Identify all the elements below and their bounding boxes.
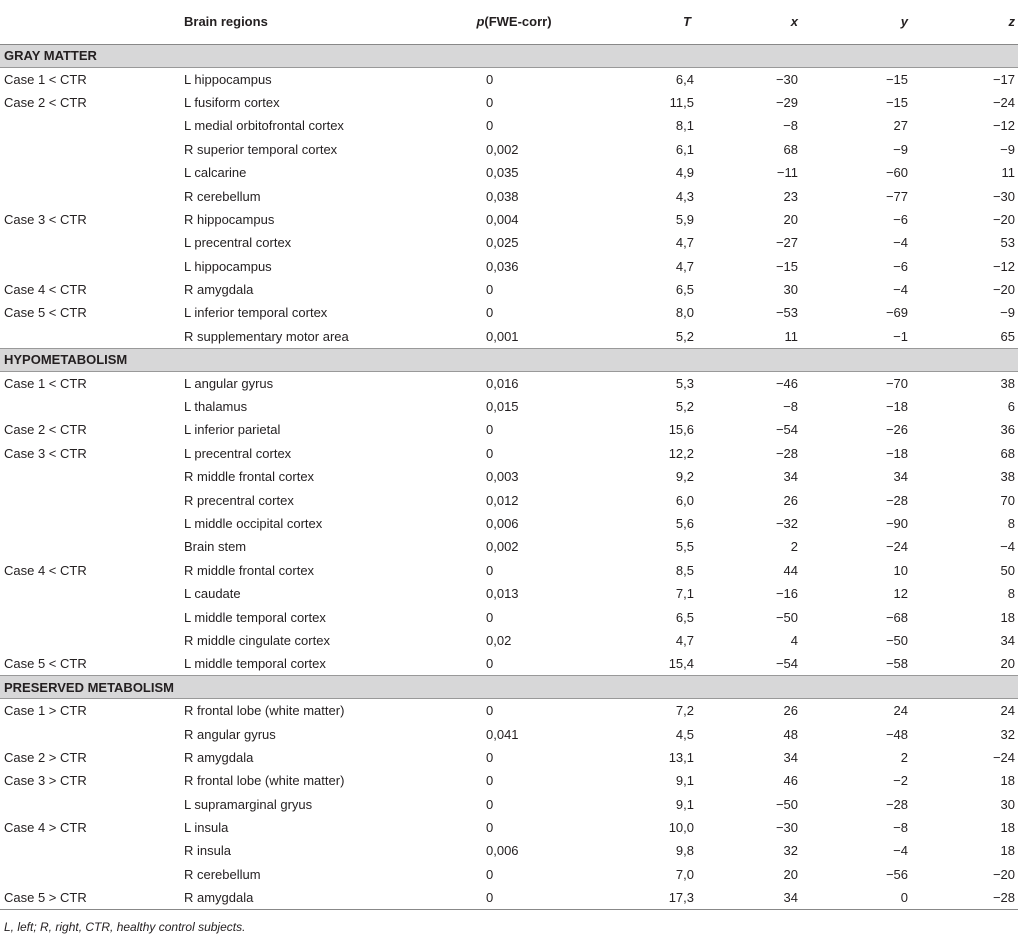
row-brain-region: L thalamus [184,399,248,415]
row-brain-region: R angular gyrus [184,726,276,742]
row-group-label: Case 5 < CTR [4,305,87,321]
row-t-value: 8,1 [675,118,694,134]
row-t-value: 4,7 [675,235,694,251]
row-y-coord: −28 [885,796,908,812]
row-group-label: Case 3 > CTR [4,773,87,789]
row-z-coord: 53 [1000,235,1015,251]
table-row [0,629,1018,652]
row-y-coord: −68 [885,609,908,625]
row-z-coord: −20 [992,282,1015,298]
row-group-label [0,863,184,886]
row-group-label [0,161,184,184]
section-header [0,348,1018,371]
row-z-coord: 65 [1000,328,1015,344]
row-z-coord: 38 [1000,375,1015,391]
row-z-coord: −17 [992,71,1015,87]
row-group-label [0,255,184,278]
row-p-value: 0,025 [486,235,519,251]
row-y-coord: 12 [893,586,908,602]
row-p-value: 0 [486,562,494,578]
row-x-coord: 4 [790,632,798,648]
header-y: y [806,0,912,44]
row-x-coord: −8 [783,399,798,415]
row-brain-region: R amygdala [184,749,254,765]
header-p-rest: (FWE-corr) [484,14,552,30]
table-row [0,512,1018,535]
row-group-label [0,722,184,745]
row-brain-region: L hippocampus [184,258,272,274]
row-z-coord: 18 [1000,773,1015,789]
row-x-coord: −50 [775,796,798,812]
row-p-value: 0 [486,773,494,789]
row-p-value: 0,001 [486,328,519,344]
row-t-value: 5,3 [675,375,694,391]
row-brain-region: L middle temporal cortex [184,656,326,672]
row-p-value: 0,003 [486,469,519,485]
section-title: HYPOMETABOLISM [0,348,1018,371]
header-z: z [912,0,1018,44]
table-row [0,325,1018,348]
row-y-coord: −60 [885,165,908,181]
row-group-label [0,605,184,628]
section-title: PRESERVED METABOLISM [0,676,1018,699]
row-z-coord: 34 [1000,632,1015,648]
row-t-value: 5,9 [675,211,694,227]
table-row [0,535,1018,558]
row-group-label [0,793,184,816]
row-x-coord: 46 [783,773,798,789]
row-group-label: Case 2 < CTR [4,422,87,438]
row-z-coord: 30 [1000,796,1015,812]
row-x-coord: −54 [775,422,798,438]
row-y-coord: −4 [893,282,908,298]
row-brain-region: L middle occipital cortex [184,516,323,531]
row-y-coord: −15 [885,94,908,110]
row-p-value: 0 [486,94,494,110]
row-group-label [0,325,184,348]
row-z-coord: 24 [1000,703,1015,719]
row-p-value: 0,036 [486,258,519,274]
table-row [0,161,1018,184]
table-row [0,418,1018,441]
row-t-value: 9,2 [675,469,694,485]
row-y-coord: −18 [885,399,908,415]
table-row [0,863,1018,886]
row-x-coord: 26 [783,492,798,508]
row-x-coord: −8 [783,118,798,134]
row-y-coord: −6 [893,211,908,227]
table-row [0,465,1018,488]
table-row [0,652,1018,675]
row-p-value: 0 [486,656,494,672]
row-t-value: 7,1 [675,586,694,602]
table-row [0,699,1018,722]
row-z-coord: −28 [912,886,1018,909]
row-group-label [0,114,184,137]
row-x-coord: −53 [775,305,798,321]
row-x-coord: −32 [775,516,798,531]
row-group-label [0,465,184,488]
row-x-coord: −28 [775,445,798,461]
table-row [0,722,1018,745]
row-x-coord: 34 [783,469,798,485]
row-brain-region: L insula [184,820,229,836]
row-brain-region: L inferior temporal cortex [184,305,328,321]
row-group-label [0,512,184,535]
row-brain-region: R middle frontal cortex [184,469,315,485]
row-y-coord: 10 [893,562,908,578]
row-t-value: 8,0 [675,305,694,321]
row-p-value: 0,041 [486,726,519,742]
row-z-coord: −12 [992,118,1015,134]
row-x-coord: 32 [783,843,798,859]
header-x: x [694,0,806,44]
row-t-value: 9,1 [675,796,694,812]
row-brain-region: R frontal lobe (white matter) [184,773,345,789]
row-t-value: 4,9 [675,165,694,181]
row-brain-region: R superior temporal cortex [184,141,338,157]
row-group-label [0,582,184,605]
row-brain-region: L middle temporal cortex [184,609,326,625]
row-t-value: 7,0 [675,866,694,882]
row-p-value: 0 [486,118,494,134]
row-y-coord: −50 [885,632,908,648]
row-p-value: 0,002 [486,539,519,555]
row-p-value: 0,006 [486,516,519,531]
row-t-value: 6,5 [675,282,694,298]
row-y-coord: −2 [893,773,908,789]
row-z-coord: 70 [1000,492,1015,508]
row-y-coord: 0 [806,886,912,909]
row-z-coord: 18 [1000,820,1015,836]
table-row [0,67,1018,90]
row-x-coord: 34 [694,886,806,909]
row-p-value: 0,02 [486,632,512,648]
row-x-coord: −30 [775,820,798,836]
row-t-value: 5,6 [675,516,694,531]
row-t-value: 6,5 [675,609,694,625]
row-group-label [0,839,184,862]
row-p-value: 0,006 [486,843,519,859]
row-t-value: 17,3 [582,886,694,909]
row-z-coord: 32 [1000,726,1015,742]
row-t-value: 15,6 [668,422,694,438]
row-brain-region: L angular gyrus [184,375,274,391]
row-group-label [0,231,184,254]
row-group-label [0,395,184,418]
row-z-coord: −20 [992,866,1015,882]
row-brain-region: L supramarginal gryus [184,796,313,812]
row-x-coord: 48 [783,726,798,742]
row-x-coord: −16 [775,586,798,602]
row-z-coord: 36 [1000,422,1015,438]
row-brain-region: L hippocampus [184,71,272,87]
row-z-coord: 8 [1007,586,1015,602]
row-x-coord: −11 [776,165,798,181]
row-group-label: Case 3 < CTR [4,211,87,227]
row-z-coord: −24 [992,94,1015,110]
row-z-coord: −4 [1000,539,1015,555]
row-y-coord: −26 [885,422,908,438]
row-y-coord: −9 [893,141,908,157]
row-z-coord: 11 [1001,165,1015,181]
row-group-label: Case 5 < CTR [4,656,87,672]
row-t-value: 6,4 [675,71,694,87]
row-t-value: 4,7 [675,258,694,274]
row-y-coord: −77 [885,188,908,204]
section-header [0,676,1018,699]
row-group-label: Case 4 > CTR [4,820,87,836]
row-y-coord: −18 [885,445,908,461]
row-y-coord: 24 [893,703,908,719]
header-group [0,0,184,44]
row-t-value: 11,5 [669,94,694,110]
row-x-coord: 68 [783,141,798,157]
row-p-value: 0 [446,886,582,909]
row-p-value: 0,013 [486,586,519,602]
row-x-coord: 2 [790,539,798,555]
row-t-value: 5,2 [675,328,694,344]
row-p-value: 0 [486,820,494,836]
row-z-coord: −20 [992,211,1015,227]
row-p-value: 0,015 [486,399,519,415]
table-body [0,44,1018,909]
table-row [0,138,1018,161]
row-group-label: Case 2 > CTR [4,749,87,765]
row-z-coord: 20 [1000,656,1015,672]
row-y-coord: 34 [893,469,908,485]
row-p-value: 0,038 [486,188,519,204]
row-x-coord: 30 [783,282,798,298]
row-z-coord: −12 [992,258,1015,274]
row-group-label: Case 4 < CTR [4,562,87,578]
row-x-coord: 26 [783,703,798,719]
header-p-fwe-corr [446,0,582,44]
row-brain-region: R cerebellum [184,188,261,204]
table-row [0,278,1018,301]
row-t-value: 9,8 [675,843,694,859]
row-x-coord: −27 [775,235,798,251]
table-row [0,582,1018,605]
row-brain-region: R middle frontal cortex [184,562,315,578]
row-x-coord: 11 [784,328,798,344]
row-y-coord: −70 [885,375,908,391]
row-brain-region: R supplementary motor area [184,328,349,344]
row-p-value: 0,035 [486,165,519,181]
row-z-coord: −24 [992,749,1015,765]
row-z-coord: −9 [1000,141,1015,157]
row-group-label: Case 2 < CTR [4,94,87,110]
table-footnote: L, left; R, right, CTR, healthy control subjects. [4,919,246,934]
row-z-coord: 18 [1000,843,1015,859]
row-t-value: 8,5 [675,562,694,578]
row-p-value: 0 [486,282,494,298]
row-group-label [0,488,184,511]
row-brain-region: R precentral cortex [184,492,294,508]
table-row [0,816,1018,839]
row-z-coord: 68 [1000,445,1015,461]
row-t-value: 6,0 [675,492,694,508]
row-brain-region: R amygdala [184,282,254,298]
row-x-coord: −15 [775,258,798,274]
row-group-label: Case 1 > CTR [4,703,87,719]
row-brain-region: R amygdala [184,886,446,909]
row-y-coord: −1 [893,328,908,344]
row-t-value: 4,3 [675,188,694,204]
row-brain-region: R hippocampus [184,211,275,227]
row-t-value: 4,7 [675,632,694,648]
row-brain-region: L medial orbitofrontal cortex [184,118,344,134]
table-row [0,91,1018,114]
row-p-value: 0 [486,445,494,461]
row-group-label [0,535,184,558]
table-row [0,395,1018,418]
row-group-label: Case 1 < CTR [4,71,87,87]
row-y-coord: −56 [885,866,908,882]
table-row [0,839,1018,862]
row-t-value: 5,2 [675,399,694,415]
row-x-coord: −29 [775,94,798,110]
row-group-label: Case 5 > CTR [0,886,184,909]
row-t-value: 9,1 [675,773,694,789]
row-x-coord: −30 [775,71,798,87]
row-group-label [0,629,184,652]
header-t: T [582,0,694,44]
row-y-coord: −58 [885,656,908,672]
header-brain-regions: Brain regions [184,0,446,44]
table-row [0,442,1018,465]
header-p-italic: p [476,14,485,30]
row-p-value: 0 [486,71,494,87]
row-y-coord: 27 [893,118,908,134]
row-group-label: Case 3 < CTR [4,445,87,461]
row-group-label [0,184,184,207]
row-t-value: 6,1 [675,141,694,157]
section-header [0,44,1018,67]
row-x-coord: 20 [783,866,798,882]
row-z-coord: 50 [1000,562,1015,578]
row-z-coord: 18 [1000,609,1015,625]
row-p-value: 0 [486,796,494,812]
row-brain-region: L precentral cortex [184,235,292,251]
section-title: GRAY MATTER [0,44,1018,67]
table-row [0,769,1018,792]
row-p-value: 0,002 [486,141,519,157]
row-t-value: 10,0 [668,820,694,836]
row-t-value: 7,2 [675,703,694,719]
row-t-value: 12,2 [668,445,694,461]
row-brain-region: Brain stem [184,539,247,555]
row-brain-region: L calcarine [184,165,247,181]
row-group-label [0,138,184,161]
row-x-coord: 23 [783,188,798,204]
row-brain-region: L inferior parietal [184,422,281,438]
row-y-coord: −69 [885,305,908,321]
table-header [0,0,1018,44]
table-row [0,231,1018,254]
row-brain-region: R middle cingulate cortex [184,632,330,648]
table-row [0,605,1018,628]
row-z-coord: −30 [992,188,1015,204]
table-row [0,114,1018,137]
table-row [0,886,1018,909]
row-p-value: 0 [486,422,494,438]
row-y-coord: −28 [885,492,908,508]
row-z-coord: 6 [1007,399,1015,415]
row-brain-region: R frontal lobe (white matter) [184,703,345,719]
row-x-coord: 20 [783,211,798,227]
table-row [0,559,1018,582]
row-p-value: 0 [486,866,494,882]
row-z-coord: −9 [1000,305,1015,321]
row-z-coord: 8 [1007,516,1015,531]
row-z-coord: 38 [1000,469,1015,485]
row-p-value: 0 [486,609,494,625]
table-row [0,371,1018,394]
row-x-coord: 44 [783,562,798,578]
row-brain-region: R cerebellum [184,866,261,882]
row-group-label: Case 4 < CTR [4,282,87,298]
row-y-coord: 2 [900,749,908,765]
row-x-coord: −46 [775,375,798,391]
row-p-value: 0 [486,703,494,719]
row-y-coord: −48 [885,726,908,742]
row-y-coord: −4 [893,235,908,251]
row-y-coord: −90 [885,516,908,531]
table-row [0,301,1018,324]
row-p-value: 0,016 [486,375,519,391]
row-p-value: 0 [486,749,494,765]
table-row [0,746,1018,769]
row-y-coord: −15 [885,71,908,87]
row-brain-region: R insula [184,843,231,859]
row-y-coord: −24 [885,539,908,555]
row-y-coord: −6 [893,258,908,274]
row-t-value: 5,5 [675,539,694,555]
table-row [0,208,1018,231]
row-p-value: 0 [486,305,494,321]
table-row [0,793,1018,816]
table-row [0,255,1018,278]
table-row [0,488,1018,511]
row-t-value: 4,5 [675,726,694,742]
row-y-coord: −8 [893,820,908,836]
row-t-value: 13,1 [668,749,694,765]
row-group-label: Case 1 < CTR [4,375,87,391]
row-brain-region: L caudate [184,586,241,602]
row-brain-region: L fusiform cortex [184,94,280,110]
row-brain-region: L precentral cortex [184,445,292,461]
row-x-coord: −50 [775,609,798,625]
row-x-coord: 34 [783,749,798,765]
table-row [0,184,1018,207]
row-p-value: 0,004 [486,211,519,227]
row-y-coord: −4 [893,843,908,859]
row-p-value: 0,012 [486,492,519,508]
row-x-coord: −54 [775,656,798,672]
row-t-value: 15,4 [668,656,694,672]
